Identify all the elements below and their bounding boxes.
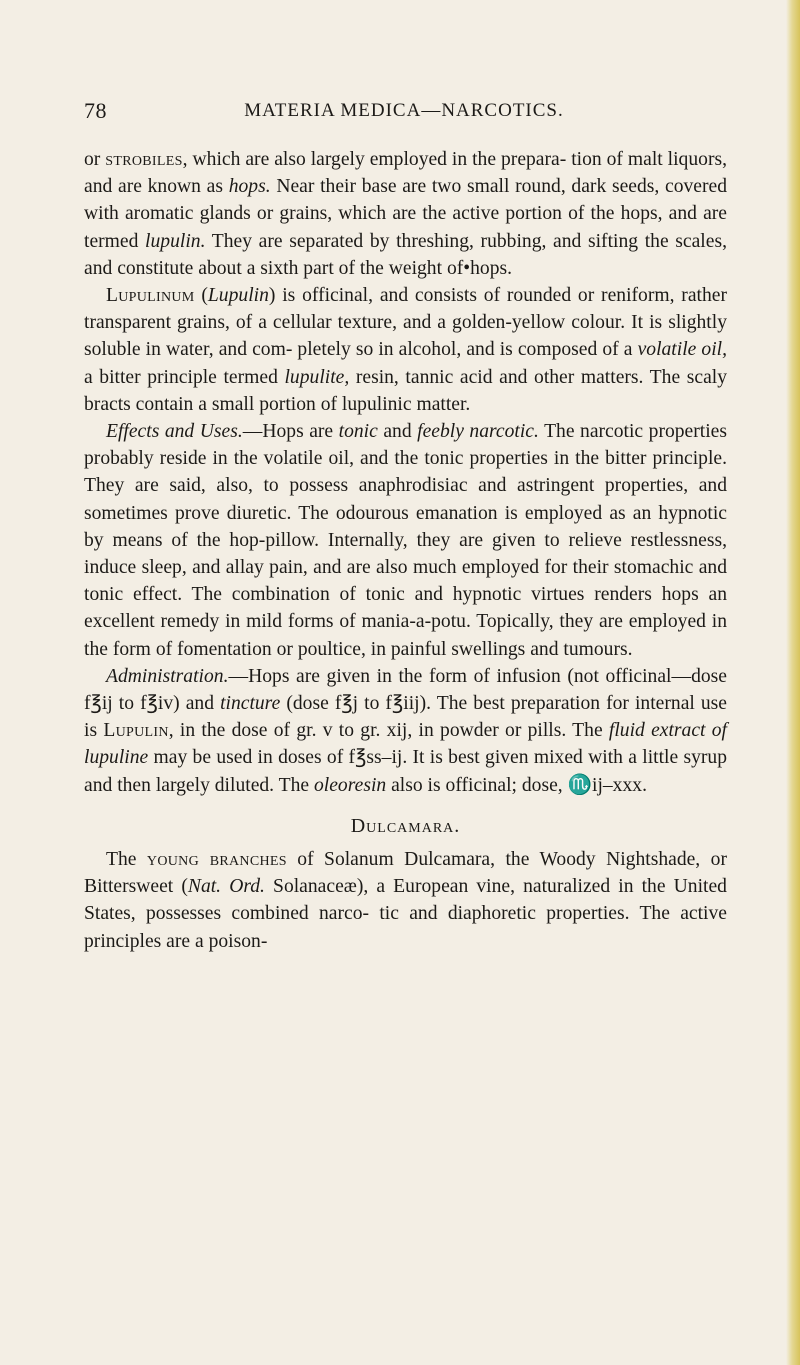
subsection-title: Effects and Uses. [106,421,243,443]
small-caps-term: strobiles [105,149,183,170]
small-caps-term: Lupulin [103,720,169,742]
page-number: 78 [84,98,107,123]
italic-term: fluid extract of lupuline [84,720,727,769]
italic-term: tonic [338,421,378,443]
small-caps-term: young branches [146,849,287,871]
paragraph-administration: Administration.—Hops are given in the form of infusion (not officinal—dose f℥ij to f℥iv) and tincture (dose f℥j to f℥iij). The best preparation for internal use is Lupulin, in the dose of gr. v to gr. xij, in powder or pills. The fluid extract of lupuline may be used in doses of f℥ss–ij. It is best given mixed with a little syrup and then largely diluted. The oleoresin also is officinal; dose, ♏ij–xxx. [84,665,727,796]
body-text [84,146,727,955]
paragraph-strobiles: or strobiles, which are also largely employed in the prepara- tion of malt liquors, and are known as hops. Near their base are two small round, dark seeds, covered with aromatic glands or grains, which are the active portion of the hops, and are termed lupulin. They are separated by threshing, rubbing, and sifting the scales, and constitute about a sixth part of the weight of•hops. [84,149,727,279]
italic-term: lupulite, [284,366,350,388]
paragraph-lupulinum: Lupulinum (Lupulin) is officinal, and consists of rounded or reniform, rather transparent grains, of a cellular texture, and a golden-yellow colour. It is slightly soluble in water, and com- pletely so in alcohol, and is composed of a volatile oil, a bitter principle termed lupulite, resin, tannic acid and other matters. The scaly bracts contain a small portion of lupulinic matter. [84,285,728,415]
paragraph-effects-and-uses: Effects and Uses.—Hops are tonic and feebly narcotic. The narcotic properties probably reside in the volatile oil, and the tonic properties in the bitter principle. They are said, also, to possess anaphrodisiac and astringent properties, and sometimes prove diuretic. The odourous emanation is employed as an hypnotic by means of the hop-pillow. Internally, they are given to relieve restlessness, induce sleep, and allay pain, and are also much employed for their stomachic and tonic effect. The combination of tonic and hypnotic virtues renders hops an excellent remedy in mild forms of mania-a-potu. Topically, they are employed in the form of fomentation or poultice, in painful swellings and tumours. [84,421,727,660]
italic-term: feebly narcotic. [417,421,539,443]
italic-term: oleoresin [314,774,387,796]
running-header [84,98,724,128]
section-heading: Dulcamara. [350,814,461,837]
italic-term: Lupulin [207,285,269,307]
page-edge [786,0,800,1365]
italic-term: lupulin. [145,230,206,252]
small-caps-term: Lupulinum [106,285,195,307]
italic-term: hops. [228,176,271,198]
italic-term: Nat. Ord. [187,876,265,898]
italic-term: volatile oil, [637,339,728,361]
running-title: MATERIA MEDICA—NARCOTICS. [244,100,564,121]
paragraph-dulcamara: The young branches of Solanum Dulcamara, the Woody Nightshade, or Bittersweet (Nat. Ord. Solanaceæ), a European vine, naturalized in the United States, possesses combined narco- tic and diaphoretic properties. The active principles are a poison- [84,849,727,952]
italic-term: tincture [220,693,281,715]
subsection-title: Administration. [106,665,229,687]
